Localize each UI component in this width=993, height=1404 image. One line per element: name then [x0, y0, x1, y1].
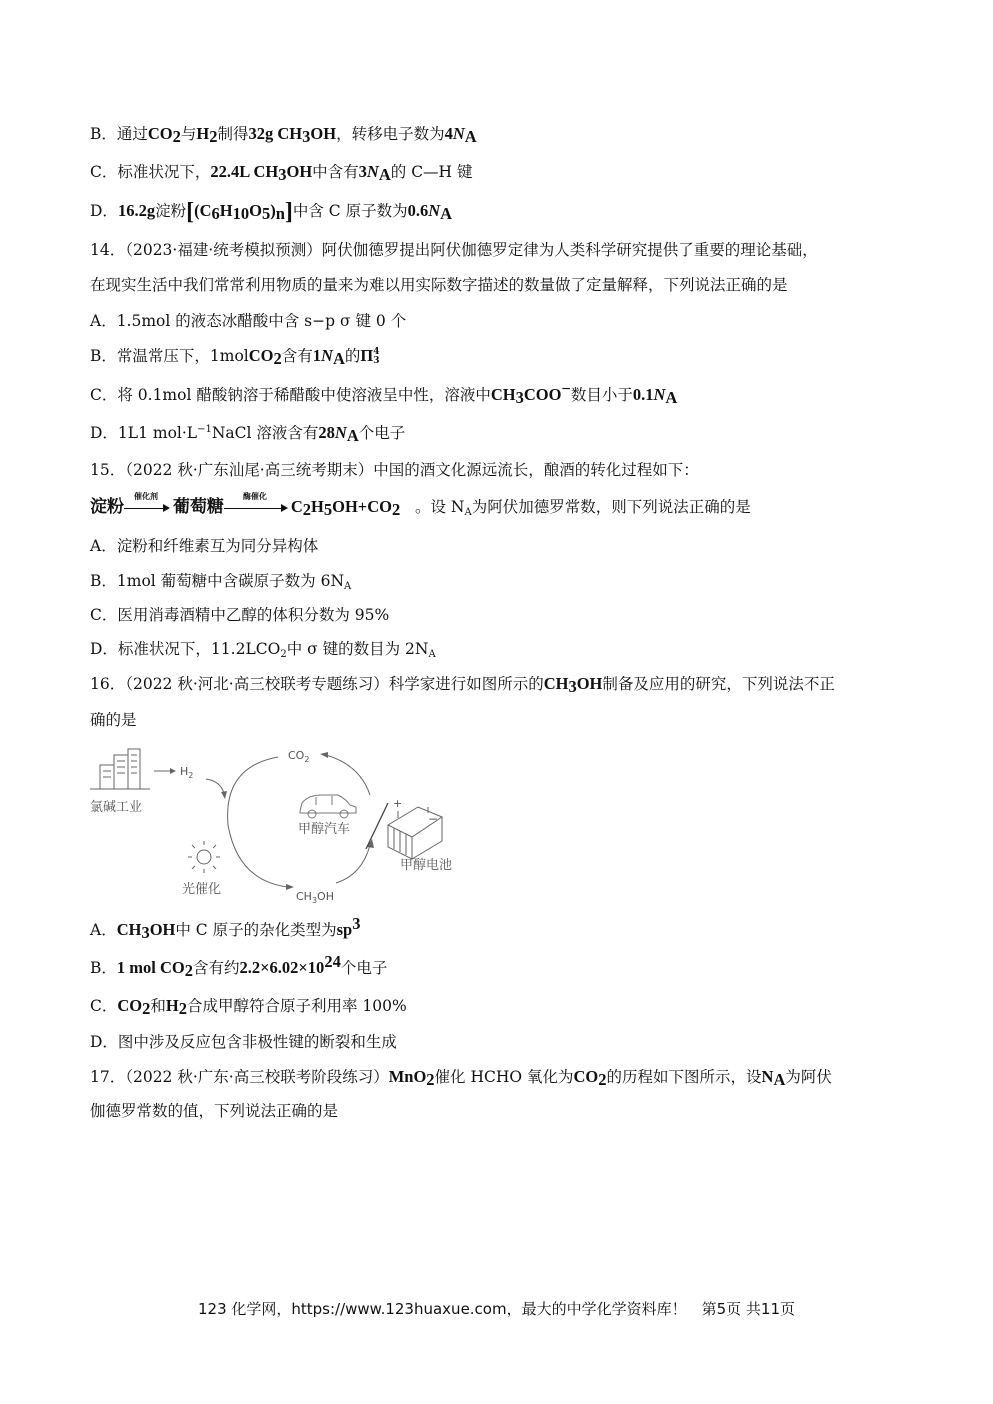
q15-option-a: A．淀粉和纤维素互为同分异构体	[90, 537, 319, 555]
reaction-arrow-1: 催化剂	[124, 496, 168, 518]
car-icon	[300, 795, 356, 818]
reaction-arrow-2: 酶催化	[224, 496, 286, 518]
q15-reaction-line: 淀粉 催化剂 葡萄糖 酶催化 $C_2H_5OH+CO_2$ 。设 $N_A$为阿伏加德罗常数，则下列说法正确的是	[90, 491, 751, 519]
q15-option-d: D．标准状况下，$11.2LCO_2$中 σ 键的数目为 $2N_A$	[90, 640, 436, 660]
sun-icon	[188, 841, 220, 873]
cycle-arc-top-right	[326, 755, 370, 795]
label-ch3oh: $CH_3OH$	[296, 890, 334, 905]
factory-icon	[90, 749, 150, 789]
q16-option-d: D．图中涉及反应包含非极性键的断裂和生成	[90, 1033, 397, 1051]
cycle-arc-left	[228, 757, 288, 887]
label-chlor-alkali: 氯碱工业	[90, 800, 143, 815]
q16-stem-line1: 16．（2022 秋·河北·高三校联考专题练习）科学家进行如图所示的$CH_3OH$制备及应用的研究，下列说法不正	[90, 674, 835, 696]
q13-option-d: D．16.2g淀粉$[(C_6H_{10}O_5)_n]$中含 C 原子数为$0.6N_A$	[90, 199, 453, 225]
q14-option-b: B．常温常压下，1molCO$_2$含有$1N_A$的Π 4 3	[90, 346, 380, 368]
q16-option-b: B．1 mol $CO_2$含有约$2.2\times 6.02\times 10^{24}$个电子	[90, 952, 388, 980]
q14-option-c: C．将 0.1mol 醋酸钠溶于稀醋酸中使溶液呈中性，溶液中$CH_3COO^-$数目小于$0.1N_A$	[90, 379, 678, 407]
q15-option-c: C．医用消毒酒精中乙醇的体积分数为 95%	[90, 606, 390, 624]
q15-option-b: B．1mol 葡萄糖中含碳原子数为 $6N_A$	[90, 572, 352, 592]
q17-stem-line2: 伽德罗常数的值，下列说法正确的是	[90, 1102, 339, 1120]
q13-option-b: B．通过$CO_2$与$H_2$制得32g $CH_3OH$，转移电子数为$4N_A$	[90, 124, 477, 146]
label-methanol-car: 甲醇汽车	[298, 822, 351, 837]
q16-option-c: C．$CO_2$和$H_2$合成甲醇符合原子利用率 100%	[90, 996, 407, 1018]
divider-line	[366, 803, 388, 849]
q14-stem-line2: 在现实生活中我们常常利用物质的量来为难以用实际数字描述的数量做了定量解释，下列说法正确的是	[90, 276, 788, 294]
label-h2: $H_2$	[180, 765, 194, 780]
q13-option-c: C．标准状况下，22.4L $CH_3OH$中含有$3N_A$的 C—H 键	[90, 162, 473, 184]
q14-option-a: A．1.5mol 的液态冰醋酸中含 s−p σ 键 0 个	[90, 312, 407, 330]
q17-stem-line1: 17．（2022 秋·广东·高三校联考阶段练习）MnO$_2$催化 HCHO 氧化为$CO_2$的历程如下图所示，设$N_A$为阿伏	[90, 1067, 832, 1089]
arrow-h2-down	[206, 779, 224, 793]
q14-option-d: D．1L1 $mol\cdot L^{-1}NaCl$ 溶液含有$28N_A$个电子	[90, 423, 406, 445]
q16-stem-line2: 确的是	[90, 711, 137, 729]
methanol-cycle-diagram	[88, 745, 488, 905]
q16-option-a: A．$CH_3OH$中 C 原子的杂化类型为$sp^3$	[90, 914, 361, 942]
page-footer: 123 化学网，https://www.123huaxue.com，最大的中学化学资料库！ 第5页 共11页	[197, 1300, 795, 1318]
cycle-arc-bottom-right	[336, 845, 370, 883]
label-photocatalysis: 光催化	[182, 882, 222, 897]
q14-stem-line1: 14．（2023·福建·统考模拟预测）阿伏伽德罗提出阿伏伽德罗定律为人类科学研究提供了重要的理论基础，	[90, 241, 818, 259]
q15-stem: 15．（2022 秋·广东汕尾·高三统考期末）中国的酒文化源远流长，酿酒的转化过程如下：	[90, 461, 699, 479]
battery-plus-sign: +	[393, 797, 403, 810]
label-methanol-battery: 甲醇电池	[400, 858, 453, 873]
battery-minus-sign: −	[428, 812, 439, 826]
label-co2: $CO_2$	[288, 749, 310, 764]
